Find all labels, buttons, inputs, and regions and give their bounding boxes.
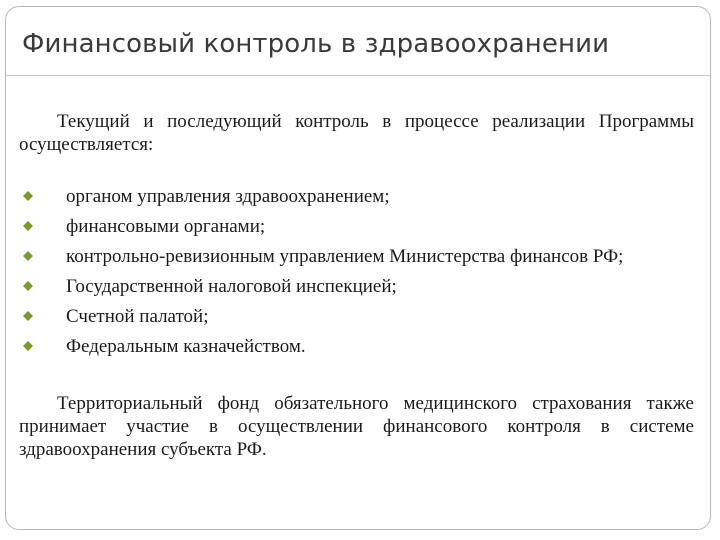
list-item: [19, 335, 694, 358]
list-item-text: контрольно-ревизионным управлением Министерства финансов РФ;: [66, 246, 624, 267]
bullet-list: [19, 185, 694, 358]
list-item: [19, 245, 694, 268]
diamond-bullet-icon: [23, 311, 33, 321]
diamond-bullet-icon: [23, 251, 33, 261]
list-item-text: Государственной налоговой инспекцией;: [66, 276, 397, 297]
intro-paragraph: Текущий и последующий контроль в процессе реализации Программы осуществляется:: [19, 111, 694, 155]
closing-paragraph: Территориальный фонд обязательного медицинского страхования также принимает участие в осуществлении финансового контроля в системе здравоохранения субъекта РФ.: [19, 393, 694, 460]
list-item: [19, 305, 694, 328]
diamond-bullet-icon: [23, 221, 33, 231]
list-item: [19, 215, 694, 238]
diamond-bullet-icon: [23, 281, 33, 291]
list-item-text: финансовыми органами;: [66, 216, 266, 237]
list-item-text: Счетной палатой;: [66, 306, 209, 327]
title-bar: [6, 7, 710, 76]
diamond-bullet-icon: [23, 191, 33, 201]
slide-content: [19, 110, 694, 461]
slide-title: Финансовый контроль в здравоохранении: [22, 29, 610, 59]
list-item: [19, 275, 694, 298]
list-item-text: Федеральным казначейством.: [66, 336, 306, 357]
list-item: [19, 185, 694, 208]
list-item-text: органом управления здравоохранением;: [66, 186, 390, 207]
diamond-bullet-icon: [23, 341, 33, 351]
